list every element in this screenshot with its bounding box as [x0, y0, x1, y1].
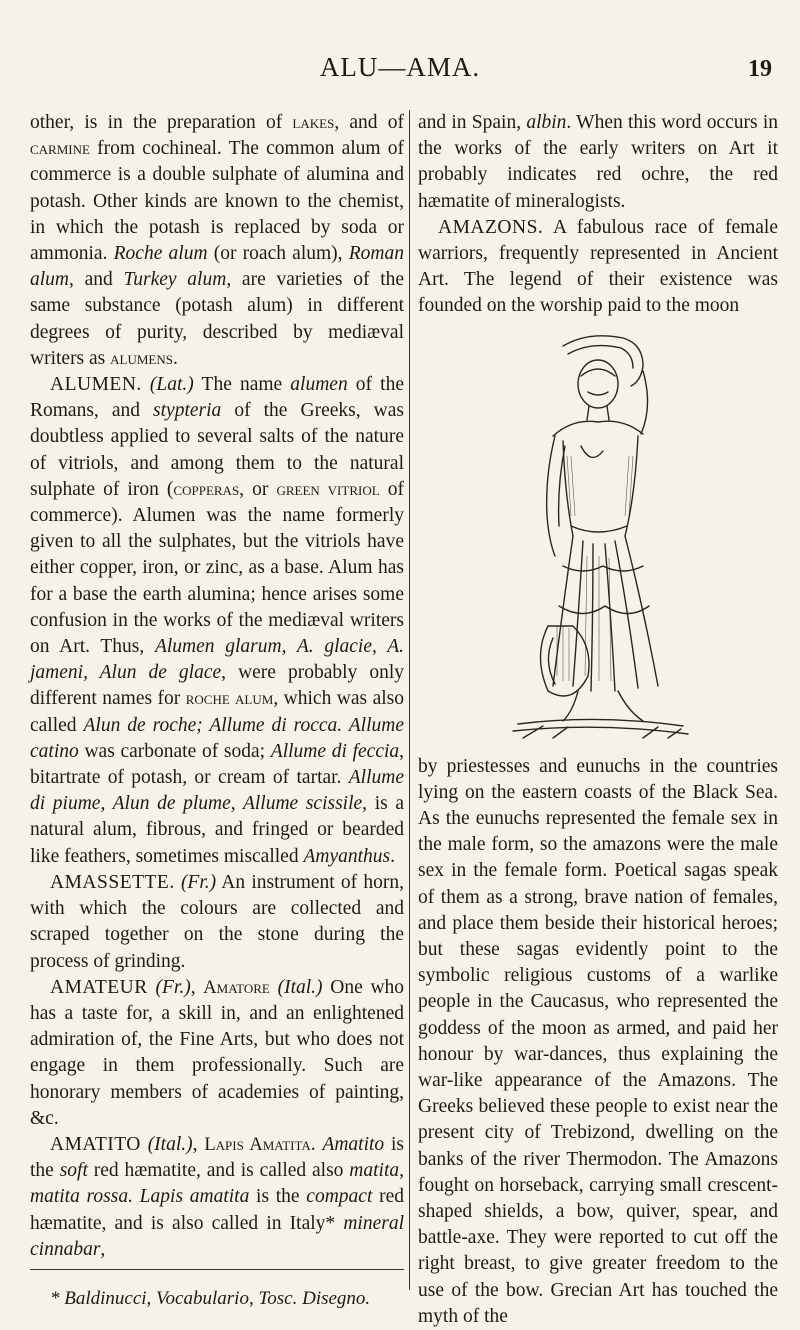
small-caps-carmine: carmine [30, 138, 90, 160]
entry-amateur: AMATEUR (Fr.), Amatore (Ital.) One who has a taste for, a skill in, and an enlightened admiration of, the Fine Arts, but who does not engage in them professionally. Such are honorary members of academies of painting, &c. [30, 976, 405, 1129]
headword-amazons: AMAZONS. [438, 216, 544, 238]
headword-amatito: AMATITO [50, 1133, 141, 1155]
footnote-rule [30, 1269, 404, 1270]
page-number: 19 [748, 56, 772, 82]
headword-amassette: AMASSETTE. [50, 871, 175, 893]
paragraph-lakes: other, is in the preparation of lakes, and of carmine from cochineal. The common alum of commerce is a double sulphate of alumina and potash. Other kinds are known to the chemist, in which the potash is replaced by soda or ammonia. Roche alum (or roach alum), Roman alum, and Turkey alum, are varieties of the same substance (potash alum) in different degrees of purity, described by mediæval writers as alumens. [30, 112, 405, 369]
footnote: * Baldinucci, Vocabulario, Tosc. Disegno. [50, 1287, 371, 1309]
running-title: ALU—AMA. [319, 52, 481, 82]
small-caps-alumens: alumens [110, 347, 173, 369]
entry-amazons: AMAZONS. A fabulous race of female warriors, frequently represented in Ancient Art. The legend of their existence was founded on the worship paid to the moon [418, 216, 778, 317]
entry-amassette: AMASSETTE. (Fr.) An instrument of horn, with which the colours are collected and scraped together on the stone during the process of grinding. [30, 871, 405, 972]
amazon-statue-illustration [493, 326, 703, 746]
left-column [30, 110, 404, 1312]
paragraph-amazons-continued: by priestesses and eunuchs in the countries lying on the eastern coasts of the Black Sea. As the eunuchs represented the female sex in the male form, so the amazons were the male sex in the female form. Poetical sagas speak of them as a strong, brave nation of females, and place them beside their historical heroes; but these sagas evidently point to the symbolic religious customs of a warlike people in the Caucasus, who represented the goddess of the moon as armed, and paid her honour by war-dances, thus explaining the war-like appearance of the Amazons. The Greeks believed these people to exist near the present city of Trebizond, dwelling on the banks of the river Thermodon. The Amazons fought on horseback, carrying small crescent-shaped shields, a bow, quiver, spear, and battle-axe. They were reported to cut off the right breast, to give greater freedom to the use of the bow. Grecian Art has touched the myth of the [418, 755, 778, 1327]
entry-amatito: AMATITO (Ital.), Lapis Amatita. Amatito is the soft red hæmatite, and is called also matita, matita rossa. Lapis amatita is the compact red hæmatite, and is also called in Italy* mineral cinnabar, [30, 1133, 404, 1260]
column-rule [409, 110, 410, 1290]
headword-amateur: AMATEUR [50, 976, 148, 998]
headword-alumen: ALUMEN. [50, 374, 142, 396]
paragraph-albin: and in Spain, albin. When this word occurs in the works of the early writers on Art it probably indicates red ochre, the red hæmatite of mineralogists. [418, 112, 778, 212]
right-column [418, 110, 778, 1330]
small-caps-lakes: lakes [292, 112, 335, 133]
entry-alumen: ALUMEN. (Lat.) The name alumen of the Romans, and stypteria of the Greeks, was doubtless applied to several salts of the nature of vitriols, and among them to the natural sulphate of iron (copperas, or green vitriol of commerce). Alumen was the name formerly given to all the sulphates, but the vitriols have either copper, iron, or zinc, as a base. Alum has for a base the earth alumina; hence arises some confusion in the works of the mediæval writers on Art. Thus, Alumen glarum, A. glacie, A. jameni, Alun de glace, were probably only different names for roche alum, which was also called Alun de roche; Allume di rocca. Allume catino was carbonate of soda; Allume di feccia, bitartrate of potash, or cream of tartar. Allume di piume, Alun de plume, Allume scissile, is a natural alum, fibrous, and fringed or bearded like feathers, sometimes miscalled Amyanthus. [30, 374, 405, 867]
